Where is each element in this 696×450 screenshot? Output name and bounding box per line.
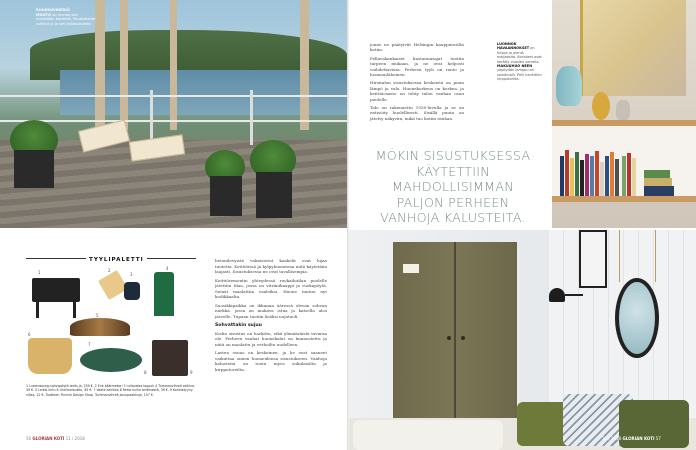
paragraph: Suosikkipaikka on ikkunan ääressä olevan sohvan nurkka, jossa on mukava istua ja katsella ulos järvelle. Tupaan tuotiin lisäksi nojatuoli. [215, 302, 327, 319]
paragraph: Talo on rakennettu 1930-luvulla ja se on entisöity huolellisesti. Sisällä puuta on jätetty näkyviin, mikä tuo kotiin rauhaa. [370, 105, 464, 121]
product-table-leg [36, 302, 39, 318]
book [622, 156, 626, 196]
wardrobe-knob [447, 336, 451, 340]
book [575, 152, 579, 196]
ceramic-vase [616, 100, 630, 120]
book [610, 152, 614, 196]
pine-trunk [95, 0, 105, 130]
glass-vase [556, 66, 582, 106]
paragraph: Lasten osuus on keskeinen, ja he ovat saaneet vaikuttaa omien huoneidensa sisustukseen. Vanhoja kalusteita on tuotu myös sukulaisilta ja kirpputoreilta. [215, 350, 327, 372]
brass-ornament [592, 92, 610, 120]
product-table-leg [73, 302, 76, 318]
paragraph: jonne ne päätyivät Helsingin kauppatorilta kotiin. [370, 42, 464, 53]
paragraph: Pellavakankaiset kustannusajat tuotiin tarpeen mukaan, ja ne ovat helposti vaihdettavissa. Perheen tyyli on rento ja luonnonläheinen. [370, 55, 464, 78]
magazine-brand: GLORIAN KOTI [622, 436, 655, 441]
book [605, 156, 609, 196]
planter-pot [14, 150, 54, 188]
mirror-rope [619, 230, 620, 282]
book-stack [644, 170, 670, 178]
product-green-apron [154, 272, 174, 316]
wardrobe-knob [461, 336, 465, 340]
product-bird-figure [70, 318, 130, 336]
bookcase [552, 126, 696, 196]
product-number: 7 [88, 342, 91, 347]
terrace-photo [0, 0, 347, 228]
issue-number: 11 / 2018 [65, 436, 85, 441]
left-folio [26, 436, 85, 441]
shelf-photo [552, 0, 696, 228]
pine-trunk [120, 0, 128, 130]
issue-number: 11 / 2018 [602, 436, 622, 441]
photo-caption [36, 8, 96, 26]
railing [0, 95, 347, 97]
side-caption [497, 42, 543, 82]
paragraph: Hirsitalon sisustuksessa keskeistä on puun lämpö ja valo. Huonekorkeus on korkea, ja keittiöosasto on tehty talon vanhan osan puolelle. [370, 80, 464, 102]
book [600, 162, 604, 196]
railing-post [150, 90, 153, 145]
book-stack [644, 178, 672, 186]
product-number: 2 [108, 268, 111, 273]
product-straw-basket [28, 338, 72, 374]
shelf-board [552, 196, 696, 202]
product-number: 5 [96, 313, 99, 318]
picture-frame [579, 230, 607, 288]
book-stack [644, 186, 674, 196]
pine-trunk [170, 0, 177, 130]
product-number: 4 [166, 266, 169, 271]
book [595, 151, 599, 196]
product-number: 9 [190, 370, 193, 375]
caption-body: on kirjoja ja pieniä maljakoita. Koristeet ovat kerätty vuosien varrella. [497, 46, 542, 64]
wardrobe-door-split [454, 242, 456, 437]
palette-title: TYYLIPALETTI [86, 257, 147, 263]
planter-pot [210, 176, 242, 216]
caption-body: yöpöydän lamppu on seinämalli. Peili hankittiin kirpputorilta. [497, 68, 542, 82]
paragraph: Kodin sisustus on harkittu, eikä ylimääräistä tavaraa ole. Perheen vanhat huonekalut on kunnostettu ja niitä on maalattu ja verhoiltu uudelleen. [215, 330, 327, 347]
product-number: 6 [28, 332, 31, 337]
left-article-text [215, 258, 327, 375]
product-number: 3 [130, 272, 133, 277]
product-number: 1 [38, 270, 41, 275]
pine-trunk [300, 0, 309, 130]
pillow [353, 420, 503, 450]
caption-lead: LUONNOK HAVAANNOKSET [497, 42, 530, 51]
product-green-bowl [80, 348, 142, 372]
subheading: Sohvattakin sujuu [215, 323, 262, 328]
planter-pot [256, 172, 292, 218]
book [570, 158, 574, 196]
book [585, 154, 589, 196]
page-number: 56 [26, 436, 32, 441]
caption-lead: RUUKKUVIHERIÖ [36, 8, 70, 12]
palette-caption: 1 Luxembourg-sohvapöytä teräs ja, 259 €. 2 Enk käärmekori 3 rullavatsa loppuk 4 Tummanvihreä esiliina, 49 €. 5 Leikki-lintu 6 Unelmalaukku, 85 €. 7 Vaate kehikko 8 Retro kulho teräksestä, 39 €. 9 Koristetyyny villaa, 22 €. Tuotteet: Finnish Design Shop. Tummanvihreä joulupaakkuja, 157 €. [26, 384, 196, 397]
caption-body: on ihanaa sitä mielellään käsitellä. Muokattavat suihkut ja ja sen kallistuksesta [36, 12, 96, 26]
product-coffee-table [32, 278, 80, 302]
bedroom-photo [349, 230, 696, 450]
book [560, 156, 564, 196]
railing [0, 120, 347, 122]
book [590, 156, 594, 196]
pull-quote: MÖKIN SISUSTUKSESSA KÄYTETTIIN MAHDOLLISIMMAN PALJON PERHEEN VANHOJA KALUSTEITA. [375, 148, 531, 226]
mirror-rope [655, 230, 656, 282]
product-pouch [124, 282, 140, 300]
caption-lead: MAKUUHUO NEEN [497, 64, 533, 69]
wall-map [580, 0, 686, 96]
caption-lead-2: MOOTO [36, 12, 52, 17]
book [615, 159, 619, 196]
note-on-wardrobe [403, 264, 419, 273]
right-article-text [370, 42, 464, 124]
right-folio [602, 436, 661, 441]
book [580, 160, 584, 196]
book [632, 158, 636, 196]
wall-lamp-arm [565, 294, 583, 296]
book [627, 153, 631, 196]
paragraph: Keittiöremontin yhteydessä ruokailutilan puolelle jätettiin tilaa, jossa on vitriinikaappi ja ruokapöytä. Seinät maalattiin vaaleiksi. Huone tuntuu nyt kodikkaalta. [215, 277, 327, 299]
book [565, 150, 569, 196]
paragraph: betonilevyistä valmistetut kaakelit ovat lujaa tuotetta. Keittiöissä ja kylpyhuoneissa niitä käytetään laajasti. Sisustuksessa ne ovat tavallisempia. [215, 258, 327, 274]
magazine-brand: GLORIAN KOTI [32, 436, 65, 441]
product-number: 8 [144, 370, 147, 375]
wall-lamp [549, 288, 565, 302]
page-number: 57 [655, 436, 661, 441]
railing-post [250, 90, 253, 145]
product-cushion [152, 340, 188, 376]
round-mirror [615, 278, 659, 358]
